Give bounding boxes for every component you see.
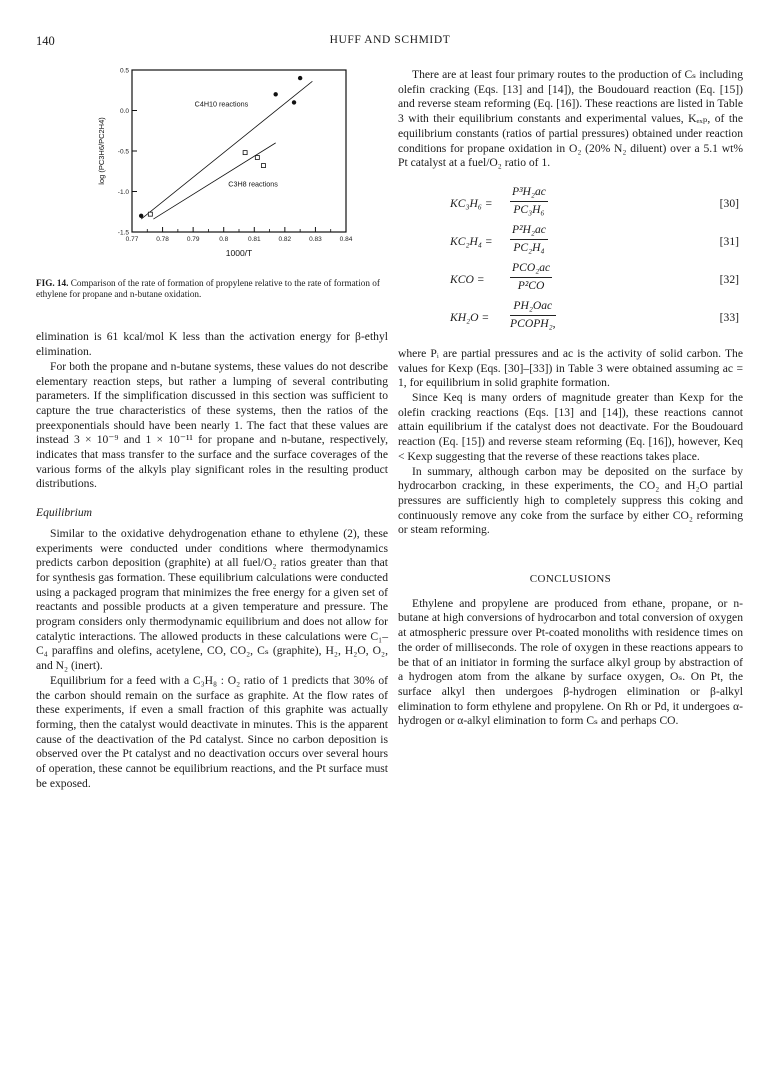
- figure-caption: [36, 278, 388, 300]
- data-point-open: [243, 151, 247, 155]
- figure-caption-label: FIG. 14.: [36, 278, 69, 288]
- data-point-filled: [298, 76, 302, 80]
- running-head-authors: HUFF AND SCHMIDT: [329, 34, 451, 46]
- x-axis-label: 1000/T: [225, 248, 253, 258]
- annotation-c4h10: C4H10 reactions: [194, 99, 249, 109]
- x-tick-label: 0.83: [309, 236, 322, 243]
- right-intro-paragraph: There are at least four primary routes to the production of Cₛ including olefin cracking (Eqs. [13] and [14]), the Boudouard reaction (Eq. [15]) and reverse steam reforming (Eq. [16]). These reactions are listed in Table 3 with their equilibrium constants and experimental values, Kₑₓₚ, of the equilibrium constants (ratios of partial pressures) obtained under reaction conditions for propane oxidation in O₂ (20% N₂ diluent) over a 5.1 wt% Pt catalyst at a fuel/O₂ ratio of 1.: [398, 68, 743, 170]
- y-axis-label: log (PC3H6/PC2H4): [97, 117, 106, 185]
- data-point-filled: [292, 100, 296, 104]
- right-column: [398, 68, 743, 729]
- equilibrium-paragraph-1: Similar to the oxidative dehydrogenation ethane to ethylene (2), these experiments were conducted under conditions where thermodynamics predicts carbon deposition (graphite) at all fuel/O₂ ratios greater than that for synthesis gas formation. These equilibrium calculations were conducted using a packaged program that minimizes the free energy for a given set of reactants and possible products at a given temperature and pressure. The program considers only thermodynamic equilibrium and does not allow for catalytic interactions. The allowed products in these calculations were C₁–C₄ paraffins and olefins, acetylene, CO, CO₂, Cₛ (graphite), H₂, H₂O, O₂, and N₂ (inert).: [36, 526, 388, 673]
- equation-lhs: KCO =: [450, 272, 485, 286]
- data-point-filled: [139, 214, 143, 218]
- x-tick-label: 0.79: [186, 236, 200, 243]
- equilibrium-paragraph-2: Equilibrium for a feed with a C₃H₈ : O₂ ratio of 1 predicts that 30% of the carbon should remain on the surface as graphite. At the flow rates of these experiments, if even a small fraction of this graphite was actually forming, then the catalyst would deactivate in minutes. This is the apparent cause of the deactivation of the Pd catalyst. Since no carbon deposition is observed over the Pt catalyst and no deactivation occurs over several hours of operation, these cannot be equilibrium reactions, and the Pt surface must be exposed.: [36, 673, 388, 790]
- equation-32: [398, 261, 743, 299]
- equation-33: [398, 299, 743, 337]
- equation-31: [398, 223, 743, 261]
- x-tick-label: 0.84: [339, 236, 353, 243]
- figure-14: [36, 64, 388, 274]
- plot-frame: [132, 70, 346, 232]
- equation-fraction: [510, 299, 556, 331]
- equation-numerator: P²H₂ac: [510, 223, 548, 240]
- equation-fraction: [510, 261, 552, 293]
- equation-denominator: PCOPH₂,: [510, 316, 556, 330]
- conclusions-paragraph: Ethylene and propylene are produced from ethane, propane, or n-butane at high conversions of hydrocarbon and total conversion of oxygen at atmospheric pressure over Pt-coated monoliths with residence times on the order of milliseconds. The role of oxygen in these reactions appears to be that of an initiator in forming the surface alkyl group by abstraction of a hydrogen atom from the alkane by surface oxygen, Oₛ. On Pt, the surface alkyl then undergoes β-hydrogen elimination or β-alkyl elimination to form ethylene and propylene. On Rh or Pd, it undergoes α-hydrogen or α-alkyl elimination to form Cₛ and perhaps CO.: [398, 596, 743, 728]
- y-tick-label: -1.0: [117, 189, 129, 196]
- equation-number: [32]: [719, 272, 739, 286]
- left-paragraph-2: For both the propane and n-butane systems, these values do not describe elementary reaction steps, but rather a lumping of several contributing parameters. If the simplification discussed in this section was sufficient to capture the true characteristics of these systems, then the ratios of the preexponentials should have been nearly 1. The fact that these values are instead 3 × 10⁻⁹ and 1 × 10⁻¹¹ for propane and n-butane, respectively, indicates that mass transfer to the surface and the surface coverages of the various forms of the alkyls play significant roles in the resulting product distributions.: [36, 359, 388, 491]
- equation-number: [30]: [719, 196, 739, 210]
- data-point-open: [255, 155, 259, 159]
- equilibrium-heading: Equilibrium: [36, 506, 93, 520]
- right-paragraph-1: where Pᵢ are partial pressures and ac is the activity of solid carbon. The values for Kexp (Eqs. [30]–[33]) in Table 3 were obtained assuming ac = 1, for equilibrium in solid graphite formation.: [398, 346, 743, 390]
- x-tick-label: 0.82: [278, 236, 292, 243]
- figure-caption-text: Comparison of the rate of formation of propylene relative to the rate of formation of ethylene for propane and n-butane oxidation.: [36, 278, 380, 300]
- conclusions-heading: CONCLUSIONS: [529, 573, 612, 586]
- equation-denominator: PC₃H₆: [513, 202, 545, 216]
- y-tick-label: -0.5: [117, 148, 129, 156]
- x-tick-label: 0.77: [125, 236, 139, 243]
- x-tick-label: 0.81: [247, 236, 261, 243]
- equation-fraction: [510, 185, 548, 217]
- x-tick-label: 0.78: [156, 236, 169, 243]
- right-paragraph-2: Since Keq is many orders of magnitude greater than Kexp for the olefin cracking reactions (Eqs. [13] and [14]), these reactions cannot attain equilibrium if the catalyst does not deactivate. For the Boudouard reaction (Eq. [15]) and reverse steam reforming (Eq. [16]), however, Keq < Kexp suggesting that the reverse of these reactions takes place.: [398, 391, 743, 463]
- y-tick-label: 0.5: [119, 67, 129, 75]
- data-point-open: [148, 212, 152, 216]
- left-paragraph-1: elimination is 61 kcal/mol K less than the activation energy for β-ethyl elimination.: [36, 330, 388, 359]
- equation-number: [33]: [719, 310, 739, 324]
- running-header: [0, 34, 780, 50]
- x-tick-label: 0.8: [219, 236, 229, 243]
- equation-lhs: KC₃H₆ =: [450, 196, 493, 210]
- figure-14-chart: [36, 64, 388, 274]
- page-number: 140: [36, 34, 55, 48]
- equation-fraction: [510, 223, 548, 255]
- right-paragraph-3: In summary, although carbon may be deposited on the surface by hydrocarbon cracking, in these experiments, the CO₂ and H₂O partial pressures are sufficiently high to completely suppress this coking and continuously remove any coke from the surface by either CO₂ reforming or steam reforming.: [398, 464, 743, 537]
- equation-lhs: KC₂H₄ =: [450, 234, 493, 248]
- data-point-open: [261, 164, 265, 168]
- y-tick-label: 0.0: [119, 108, 129, 115]
- y-tick-label: -1.5: [117, 229, 129, 237]
- equation-numerator: PCO₂ac: [510, 261, 552, 278]
- equation-30: [398, 185, 743, 223]
- equation-numerator: P³H₂ac: [510, 185, 548, 202]
- annotation-c3h8: C3H8 reactions: [228, 179, 278, 189]
- data-point-filled: [273, 92, 277, 96]
- equation-number: [31]: [719, 234, 739, 248]
- equation-denominator: PC₂H₄: [513, 240, 545, 254]
- equation-lhs: KH₂O =: [450, 310, 490, 324]
- left-column: [36, 64, 388, 792]
- equation-denominator: P²CO: [517, 278, 545, 292]
- equation-numerator: PH₂Oac: [510, 299, 556, 316]
